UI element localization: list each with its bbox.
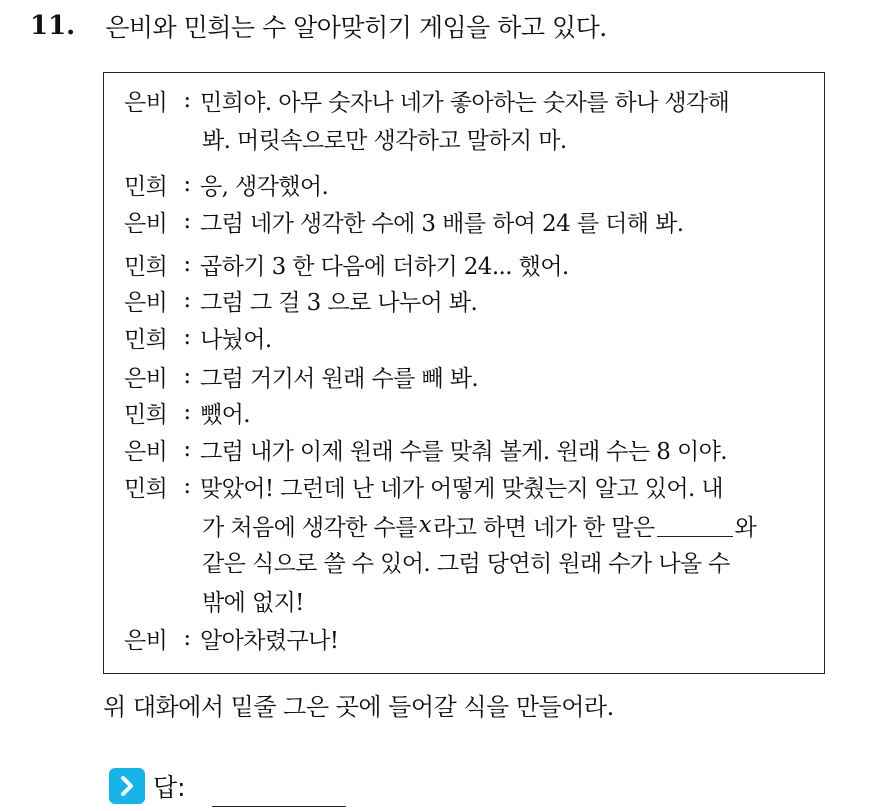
dialogue-line: [124, 245, 569, 283]
dialogue-line: [124, 467, 723, 505]
answer-row: [109, 766, 186, 806]
speaker-colon: :: [183, 399, 191, 425]
dialogue-line: [124, 357, 478, 395]
speaker-colon: :: [183, 171, 191, 197]
continuation-text: 라고 하면 네가 한 말은: [433, 514, 655, 541]
speaker-colon: :: [183, 363, 191, 389]
continuation-text: 가 처음에 생각한 수를: [202, 514, 417, 541]
dialogue-continuation: 밖에 없지!: [202, 589, 304, 616]
dialogue-continuation: [202, 506, 756, 544]
dialogue-text: 뺐어.: [200, 401, 250, 428]
speaker-name: 은비: [124, 438, 168, 465]
dialogue-line: [124, 619, 338, 657]
speaker-name: 민희: [124, 326, 168, 353]
dialogue-line: [124, 202, 683, 240]
speaker-name: 은비: [124, 289, 168, 316]
speaker-colon: :: [183, 87, 191, 113]
problem-number: 11.: [30, 11, 76, 41]
speaker-colon: :: [183, 625, 191, 651]
speaker-name: 민희: [124, 401, 168, 428]
speaker-name: 민희: [124, 475, 168, 502]
speaker-colon: :: [183, 251, 191, 277]
dialogue-continuation: 봐. 머릿속으로만 생각하고 말하지 마.: [202, 127, 567, 154]
dialogue-line: [124, 165, 328, 203]
chevron-right-icon: [109, 768, 145, 804]
dialogue-line: [124, 81, 729, 119]
dialogue-text: 알아차렸구나!: [200, 627, 339, 654]
dialogue-text: 나눴어.: [200, 326, 272, 353]
dialogue-text: 응, 생각했어.: [200, 173, 329, 200]
speaker-name: 민희: [124, 253, 168, 280]
answer-label: 답:: [153, 773, 186, 802]
dialogue-line: [124, 430, 727, 468]
question-text: 위 대화에서 밑줄 그은 곳에 들어갈 식을 만들어라.: [103, 692, 614, 721]
speaker-colon: :: [183, 436, 191, 462]
dialogue-box: [103, 72, 825, 674]
dialogue-text: 곱하기 3 한 다음에 더하기 24... 했어.: [200, 253, 569, 280]
speaker-name: 은비: [124, 89, 168, 116]
speaker-name: 은비: [124, 210, 168, 237]
speaker-colon: :: [183, 324, 191, 350]
speaker-colon: :: [183, 208, 191, 234]
problem-statement: 은비와 민희는 수 알아맞히기 게임을 하고 있다.: [105, 13, 607, 42]
dialogue-text: 맞았어! 그런데 난 네가 어떻게 맞췄는지 알고 있어. 내: [200, 475, 724, 502]
variable-x: x: [418, 512, 432, 538]
speaker-colon: :: [183, 287, 191, 313]
speaker-name: 민희: [124, 173, 168, 200]
dialogue-text: 민희야. 아무 숫자나 네가 좋아하는 숫자를 하나 생각해: [200, 89, 730, 116]
dialogue-line: [124, 318, 272, 356]
speaker-name: 은비: [124, 365, 168, 392]
problem-header: [30, 6, 607, 46]
dialogue-text: 그럼 거기서 원래 수를 빼 봐.: [200, 365, 479, 392]
dialogue-line: [124, 393, 250, 431]
continuation-text: 와: [734, 514, 757, 541]
dialogue-line: [124, 281, 477, 319]
dialogue-text: 그럼 네가 생각한 수에 3 배를 하여 24 를 더해 봐.: [200, 210, 684, 237]
underlined-blank: [657, 514, 733, 537]
speaker-colon: :: [183, 473, 191, 499]
dialogue-continuation: 같은 식으로 쓸 수 있어. 그럼 당연히 원래 수가 나올 수: [202, 550, 730, 577]
dialogue-text: 그럼 그 걸 3 으로 나누어 봐.: [200, 289, 478, 316]
dialogue-text: 그럼 내가 이제 원래 수를 맞춰 볼게. 원래 수는 8 이야.: [200, 438, 727, 465]
speaker-name: 은비: [124, 627, 168, 654]
answer-blank[interactable]: [212, 806, 346, 807]
